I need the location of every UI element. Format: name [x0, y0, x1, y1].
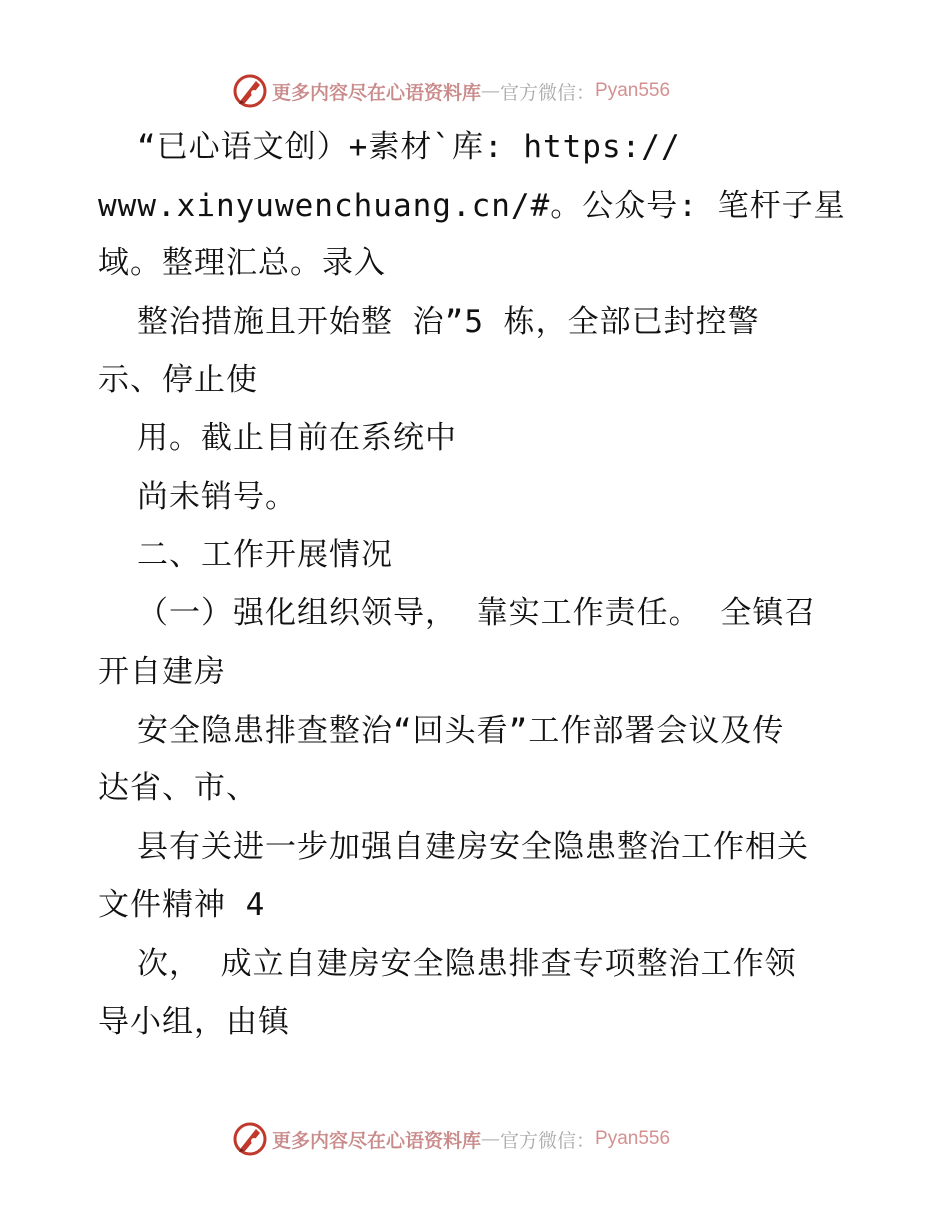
text-line: 开自建房	[98, 654, 226, 690]
pen-logo-icon	[232, 1121, 268, 1157]
text-line: 文件精神 4	[98, 887, 266, 923]
banner-wechat-id: Pyan556	[595, 1128, 671, 1149]
footer-banner	[232, 1119, 712, 1159]
text-line: 次， 成立自建房安全隐患排查专项整治工作领	[137, 946, 797, 982]
banner-wechat-label: 官方微信：	[500, 81, 596, 104]
banner-slogan: 更多内容尽在心语资料库	[272, 1129, 482, 1152]
banner-slogan: 更多内容尽在心语资料库	[272, 81, 482, 104]
text-line: 示、停止使	[98, 362, 258, 398]
text-line: 域。整理汇总。录入	[98, 245, 386, 281]
text-line: 导小组，由镇	[98, 1004, 290, 1040]
text-line: 安全隐患排查整治“回头看”工作部署会议及传	[137, 713, 785, 749]
banner-wechat-id: Pyan556	[595, 80, 671, 101]
subsection-heading: （一）强化组织领导， 靠实工作责任。 全镇召	[137, 595, 817, 631]
text-line: 用。截止目前在系统中	[137, 420, 457, 456]
text-line: 达省、市、	[98, 770, 258, 806]
section-heading: 二、工作开展情况	[137, 537, 393, 573]
text-line: 整治措施且开始整 治”5 栋，全部已封控警	[137, 304, 760, 340]
banner-wechat-label: 官方微信：	[500, 1129, 596, 1152]
text-line: 县有关进一步加强自建房安全隐患整治工作相关	[137, 829, 809, 865]
text-line: “已心语文创）+素材`库: https://	[137, 129, 681, 165]
text-line: www.xinyuwenchuang.cn/#。公众号: 笔杆子星	[98, 188, 846, 224]
banner-separator: —	[481, 1128, 501, 1150]
text-line: 尚未销号。	[137, 479, 297, 515]
banner-separator: —	[481, 80, 501, 102]
